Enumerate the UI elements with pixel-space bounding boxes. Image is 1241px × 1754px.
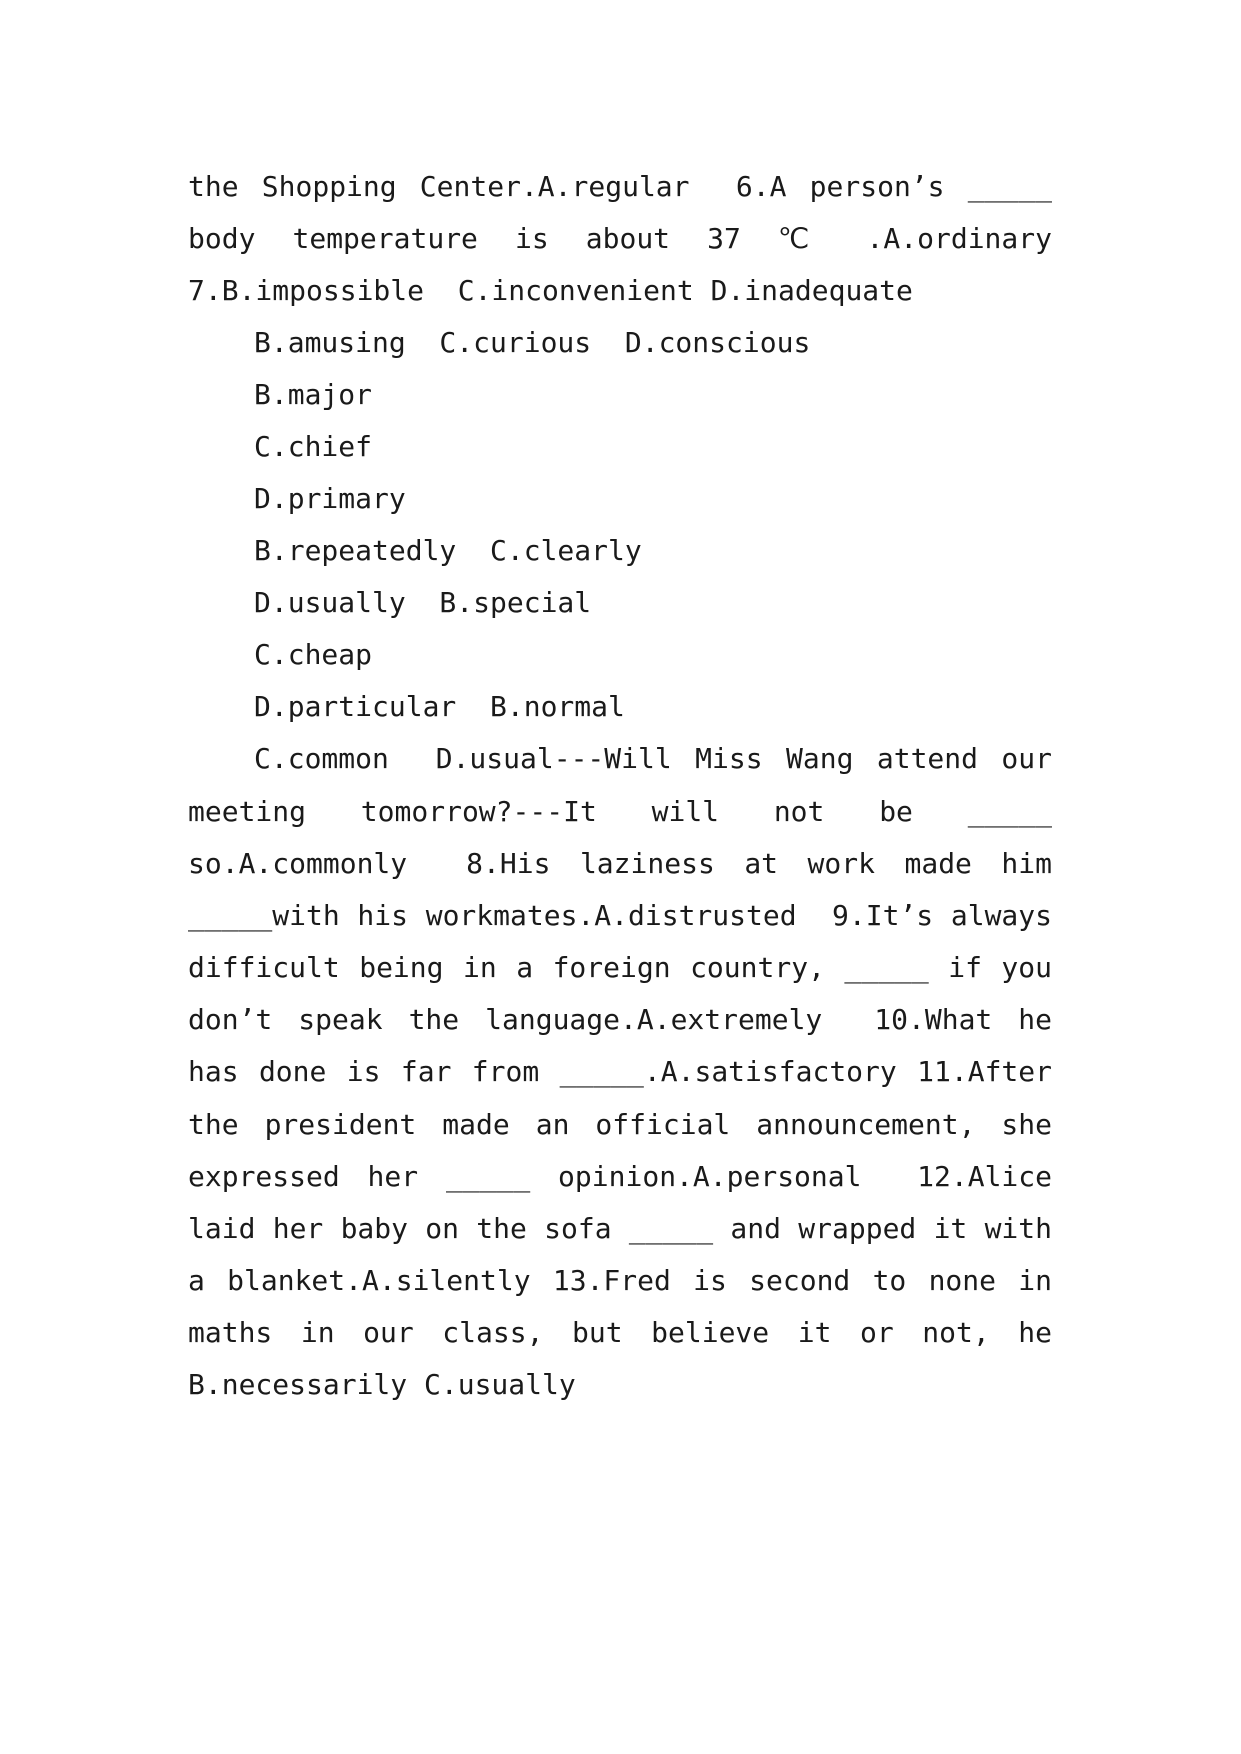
text-line: B.repeatedly C.clearly bbox=[254, 534, 642, 567]
text-line: C.common D.usual---Will Miss Wang attend our bbox=[254, 742, 1052, 775]
text-line: D.particular B.normal bbox=[254, 690, 625, 723]
text-line: difficult being in a foreign country, _____ if you bbox=[188, 951, 1052, 984]
text-line: so.A.commonly 8.His laziness at work made him bbox=[188, 847, 1052, 880]
text-line: 7.B.impossible C.inconvenient D.inadequate bbox=[188, 274, 913, 307]
text-line: the president made an official announcement, she bbox=[188, 1108, 1052, 1141]
text-line: expressed her _____ opinion.A.personal 12.Alice bbox=[188, 1160, 1052, 1193]
text-line: laid her baby on the sofa _____ and wrapped it with bbox=[188, 1212, 1052, 1245]
text-line: body temperature is about 37 ℃ .A.ordinary bbox=[188, 222, 1052, 255]
text-line: meeting tomorrow?---It will not be _____ bbox=[188, 795, 1052, 828]
text-line: B.necessarily C.usually bbox=[188, 1368, 576, 1401]
text-line: D.usually B.special bbox=[254, 586, 592, 619]
text-line: maths in our class, but believe it or not, he bbox=[188, 1316, 1052, 1349]
text-line: D.primary bbox=[254, 482, 406, 515]
text-line: the Shopping Center.A.regular 6.A person’s _____ bbox=[188, 170, 1052, 203]
text-line: don’t speak the language.A.extremely 10.What he bbox=[188, 1003, 1052, 1036]
text-line: C.chief bbox=[254, 430, 373, 463]
text-line: B.major bbox=[254, 378, 373, 411]
text-line: a blanket.A.silently 13.Fred is second to none in bbox=[188, 1264, 1052, 1297]
text-line: B.amusing C.curious D.conscious bbox=[254, 326, 811, 359]
text-line: _____with his workmates.A.distrusted 9.It’s always bbox=[188, 899, 1052, 932]
text-line: C.cheap bbox=[254, 638, 373, 671]
text-line: has done is far from _____.A.satisfactory 11.After bbox=[188, 1055, 1052, 1088]
